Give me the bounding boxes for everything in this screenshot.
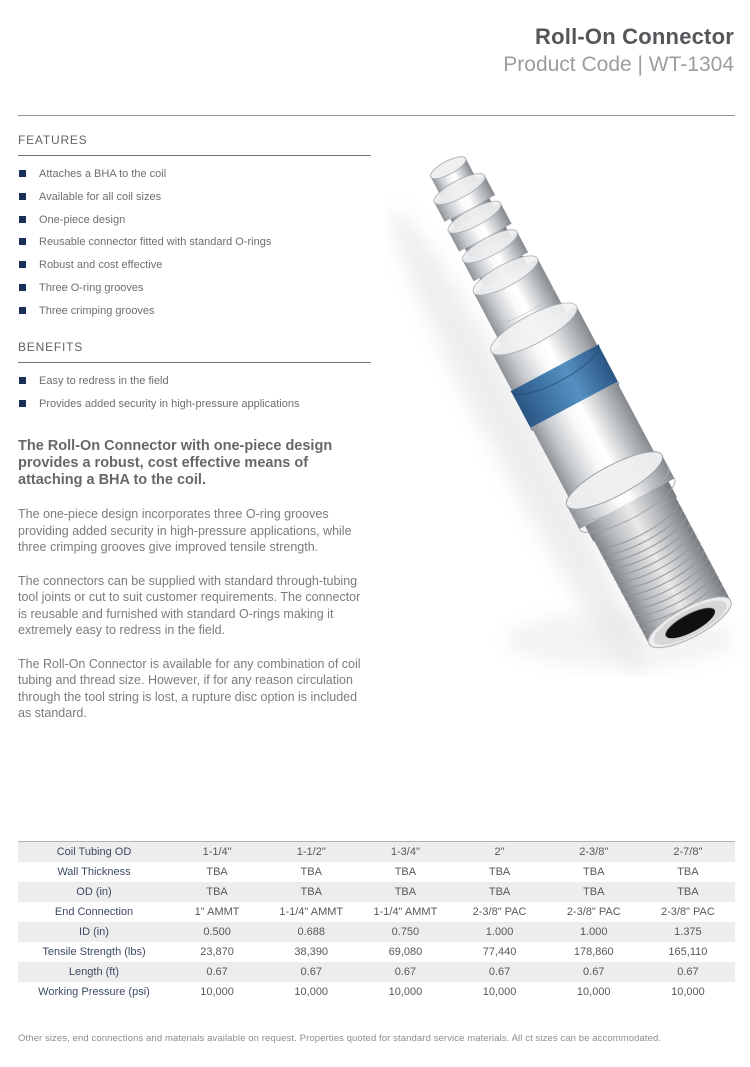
square-bullet-icon xyxy=(19,284,26,291)
table-cell: 0.67 xyxy=(677,966,699,978)
list-item xyxy=(18,398,371,412)
table-cell: 1-3/4" xyxy=(390,846,420,858)
features-section xyxy=(18,133,371,318)
table-cell: TBA xyxy=(677,886,699,898)
table-cell: TBA xyxy=(677,866,699,878)
feature-text: Reusable connector fitted with standard O-rings xyxy=(39,236,272,249)
table-row xyxy=(18,842,735,862)
table-cell: 0.67 xyxy=(300,966,322,978)
features-heading: FEATURES xyxy=(18,133,371,156)
table-cell: 2-3/8" PAC xyxy=(566,906,621,918)
table-cell: 10,000 xyxy=(671,986,705,998)
list-item xyxy=(18,168,371,182)
table-cell: 0.67 xyxy=(394,966,417,978)
page-title: Roll-On Connector xyxy=(535,24,734,49)
table-cell: TBA xyxy=(206,866,228,878)
list-item xyxy=(18,191,371,205)
table-cell: 0.688 xyxy=(297,926,325,938)
row-label: Length (ft) xyxy=(68,966,120,978)
table-cell: 2" xyxy=(494,846,505,858)
features-list xyxy=(18,168,371,318)
table-row xyxy=(18,862,735,882)
table-cell: 0.67 xyxy=(583,966,605,978)
table-cell: 1-1/2" xyxy=(296,846,326,858)
row-label: End Connection xyxy=(54,906,134,918)
table-cell: 2-3/8" xyxy=(579,846,609,858)
table-cell: 0.67 xyxy=(488,966,511,978)
table-cell: 1.000 xyxy=(579,926,608,938)
table-cell: 1-1/4" AMMT xyxy=(373,906,438,918)
spec-table xyxy=(18,841,735,1002)
table-cell: 10,000 xyxy=(294,986,329,998)
table-row xyxy=(18,962,735,982)
table-cell: TBA xyxy=(488,866,511,878)
square-bullet-icon xyxy=(19,261,26,268)
table-cell: 69,080 xyxy=(388,946,423,958)
table-cell: TBA xyxy=(394,866,417,878)
table-cell: 2-3/8" PAC xyxy=(660,906,715,918)
product-photo xyxy=(385,148,745,676)
table-cell: TBA xyxy=(583,866,605,878)
square-bullet-icon xyxy=(19,238,26,245)
square-bullet-icon xyxy=(19,193,26,200)
body-paragraph: The connectors can be supplied with standard through-tubing tool joints or cut to suit customer requirements. The connector is reusable and furnished with standard O-rings making it extremely easy to redress in the field. xyxy=(18,573,361,638)
square-bullet-icon xyxy=(19,216,26,223)
footer-note: Other sizes, end connections and materials available on request. Properties quoted for standard service materials. All ct sizes can be accommodated. xyxy=(18,1033,662,1044)
product-code: Product Code | WT-1304 xyxy=(503,53,734,76)
row-label: ID (in) xyxy=(79,926,109,938)
connector-illustration xyxy=(385,148,745,676)
list-item xyxy=(18,375,371,389)
row-label: Tensile Strength (lbs) xyxy=(42,946,146,958)
table-cell: TBA xyxy=(583,886,605,898)
table-cell: 23,870 xyxy=(200,946,234,958)
table-cell: TBA xyxy=(206,886,228,898)
benefit-text: Provides added security in high-pressure applications xyxy=(39,398,300,410)
benefits-section xyxy=(18,340,371,412)
table-cell: 1-1/4" xyxy=(202,846,232,858)
list-item xyxy=(18,259,371,273)
table-cell: 178,860 xyxy=(573,946,614,958)
body-paragraph: The Roll-On Connector is available for any combination of coil tubing and thread size. However, if for any reason circulation through the tool string is lost, a rupture disc option is included as standard. xyxy=(18,656,361,721)
table-cell: 10,000 xyxy=(200,986,234,998)
table-cell: 1" AMMT xyxy=(194,906,240,918)
body-paragraph: The one-piece design incorporates three O-ring grooves providing added security in high-pressure applications, while three crimping grooves give improved tensile strength. xyxy=(18,507,352,555)
table-cell: 2-7/8" xyxy=(673,846,703,858)
table-cell: 1.375 xyxy=(674,926,702,938)
benefits-heading: BENEFITS xyxy=(18,340,371,363)
table-cell: 10,000 xyxy=(388,986,423,998)
table-cell: 10,000 xyxy=(482,986,517,998)
table-cell: 165,110 xyxy=(668,946,708,958)
row-label: OD (in) xyxy=(76,886,112,898)
table-cell: 0.750 xyxy=(391,926,420,938)
row-label: Coil Tubing OD xyxy=(56,846,132,858)
benefit-text: Easy to redress in the field xyxy=(39,375,169,388)
benefits-list xyxy=(18,375,371,412)
table-cell: 10,000 xyxy=(576,986,611,998)
feature-text: Robust and cost effective xyxy=(39,259,163,271)
list-item xyxy=(18,305,371,319)
list-item xyxy=(18,236,371,250)
table-row xyxy=(18,942,735,962)
square-bullet-icon xyxy=(19,307,26,314)
table-cell: 1.000 xyxy=(485,926,514,938)
table-cell: 1-1/4" AMMT xyxy=(279,906,344,918)
feature-text: Available for all coil sizes xyxy=(39,190,162,203)
content-column xyxy=(18,133,371,722)
intro-statement: The Roll-On Connector with one-piece design provides a robust, cost effective means of attaching a BHA to the coil. xyxy=(18,437,333,488)
table-cell: TBA xyxy=(488,886,511,898)
feature-text: Three crimping grooves xyxy=(39,304,155,317)
table-cell: 38,390 xyxy=(294,946,329,958)
table-row xyxy=(18,982,735,1002)
table-cell: TBA xyxy=(394,886,417,898)
square-bullet-icon xyxy=(19,377,26,384)
table-cell: 2-3/8" PAC xyxy=(472,906,527,918)
table-row xyxy=(18,902,735,922)
table-cell: 0.500 xyxy=(203,926,231,938)
square-bullet-icon xyxy=(19,170,26,177)
list-item xyxy=(18,214,371,228)
list-item xyxy=(18,282,371,296)
table-cell: 0.67 xyxy=(206,966,228,978)
table-cell: 77,440 xyxy=(482,946,517,958)
row-label: Working Pressure (psi) xyxy=(38,986,150,998)
feature-text: One-piece design xyxy=(39,213,126,226)
feature-text: Attaches a BHA to the coil xyxy=(39,168,167,180)
header-divider xyxy=(18,115,735,116)
table-row xyxy=(18,882,735,902)
table-cell: TBA xyxy=(300,886,322,898)
square-bullet-icon xyxy=(19,400,26,407)
feature-text: Three O-ring grooves xyxy=(39,281,144,294)
table-row xyxy=(18,922,735,942)
row-label: Wall Thickness xyxy=(57,866,131,878)
table-cell: TBA xyxy=(300,866,322,878)
header xyxy=(503,24,734,77)
